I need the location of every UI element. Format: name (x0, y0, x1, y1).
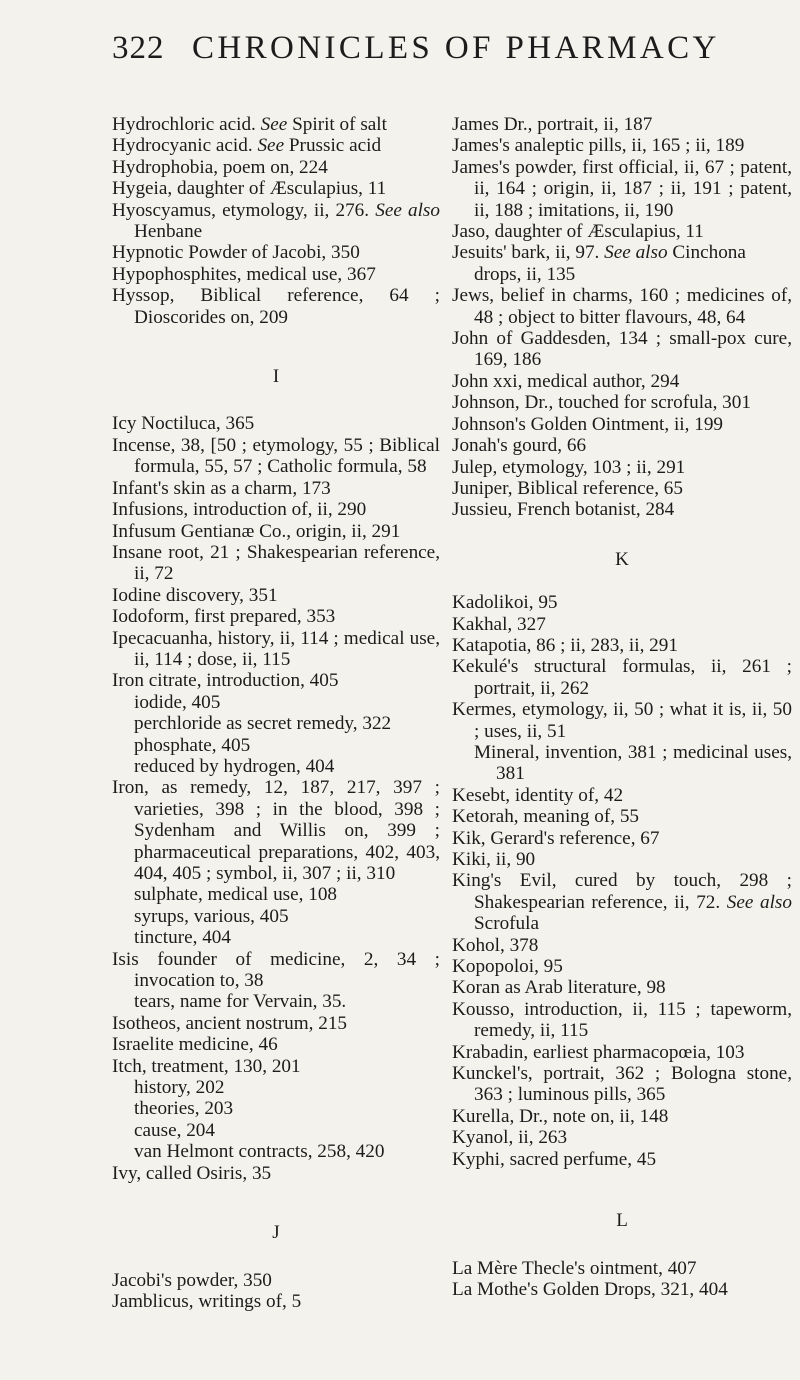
index-entry: Kekulé's structural formulas, ii, 261 ; portrait, ii, 262 (452, 656, 792, 699)
index-entry: Israelite medicine, 46 (112, 1034, 278, 1056)
index-subentry: cause, 204 (134, 1119, 215, 1141)
index-entry: Icy Noctiluca, 365 (112, 413, 255, 435)
index-entry: Infusions, introduction of, ii, 290 (112, 499, 367, 521)
index-entry: Itch, treatment, 130, 201 (112, 1055, 301, 1077)
index-entry: John of Gaddesden, 134 ; small-pox cure, 169, 186 (452, 328, 792, 371)
index-entry: Hydrochloric acid. See Spirit of salt (112, 114, 387, 135)
running-head: CHRONICLES OF PHARMACY (192, 30, 720, 66)
index-entry: Hypnotic Powder of Jacobi, 350 (112, 242, 360, 264)
section-letter-l: L (616, 1210, 628, 1232)
index-entry: Kunckel's, portrait, 362 ; Bologna stone, 363 ; luminous pills, 365 (452, 1063, 792, 1106)
index-subentry: van Helmont contracts, 258, 420 (134, 1141, 385, 1163)
section-letter-j: J (272, 1222, 280, 1244)
index-entry: Katapotia, 86 ; ii, 283, ii, 291 (452, 634, 678, 656)
index-entry: Infusum Gentianæ Co., origin, ii, 291 (112, 520, 401, 542)
index-entry: Juniper, Biblical reference, 65 (452, 477, 683, 499)
index-entry: Ipecacuanha, history, ii, 114 ; medical use, ii, 114 ; dose, ii, 115 (112, 627, 440, 670)
index-subentry: syrups, various, 405 (134, 905, 289, 927)
index-subentry: theories, 203 (134, 1098, 234, 1120)
index-entry: Kiki, ii, 90 (452, 849, 536, 870)
index-entry: Kurella, Dr., note on, ii, 148 (452, 1105, 669, 1127)
index-entry: Kousso, introduction, ii, 115 ; tapeworm, remedy, ii, 115 (452, 998, 792, 1042)
index-entry: Jews, belief in charms, 160 ; medicines of, 48 ; object to bitter flavours, 48, 64 (452, 285, 792, 328)
index-entry: La Mothe's Golden Drops, 321, 404 (452, 1278, 728, 1300)
index-subentry: history, 202 (134, 1077, 225, 1099)
index-entry: Isotheos, ancient nostrum, 215 (112, 1012, 348, 1034)
index-entry: Hygeia, daughter of Æsculapius, 11 (112, 178, 387, 200)
index-entry: Kohol, 378 (452, 934, 539, 956)
index-entry: Julep, etymology, 103 ; ii, 291 (452, 456, 686, 478)
index-entry: Iodoform, first prepared, 353 (112, 606, 336, 628)
index-entry: Kopopoloi, 95 (452, 956, 563, 978)
index-subentry: sulphate, medical use, 108 (134, 884, 338, 906)
index-entry: Jesuits' bark, ii, 97. See also Cinchona (452, 242, 746, 264)
entries-i (112, 413, 440, 1184)
page-header (0, 14, 800, 74)
entries-k (452, 592, 792, 1170)
index-subentry: iodide, 405 (134, 691, 221, 713)
section-letter-i: I (272, 366, 280, 388)
index-subentry: drops, ii, 135 (474, 263, 576, 285)
index-entry: King's Evil, cured by touch, 298 ; Shakespearian reference, ii, 72. See also Scrofula (452, 870, 792, 935)
index-entry: Jacobi's powder, 350 (112, 1269, 272, 1291)
index-entry: Johnson's Golden Ointment, ii, 199 (452, 413, 724, 435)
index-column-left (112, 114, 440, 1312)
index-entry: Iron citrate, introduction, 405 (112, 670, 339, 692)
index-entry: Kermes, etymology, ii, 50 ; what it is, ii, 50 ; uses, ii, 51 (452, 699, 792, 742)
index-subentry: reduced by hydrogen, 404 (134, 755, 335, 777)
index-entry: Johnson, Dr., touched for scrofula, 301 (452, 392, 751, 414)
index-entry: Isis founder of medicine, 2, 34 ; invocation to, 38 (112, 948, 440, 992)
index-subentry: tears, name for Vervain, 35. (134, 991, 347, 1013)
index-entry: Hyssop, Biblical reference, 64 ; Dioscorides on, 209 (112, 285, 440, 328)
index-entry: James's powder, first official, ii, 67 ; patent, ii, 164 ; origin, ii, 187 ; ii, 191 ; patent, ii, 188 ; imitations, ii, 190 (452, 156, 792, 221)
index-entry: Hydrocyanic acid. See Prussic acid (112, 135, 382, 157)
index-entry: Infant's skin as a charm, 173 (112, 477, 331, 499)
index-entry: Koran as Arab literature, 98 (452, 977, 666, 999)
index-entry: Kesebt, identity of, 42 (452, 784, 624, 806)
entries-j-right (452, 114, 792, 521)
index-entry: Hydrophobia, poem on, 224 (112, 156, 328, 178)
index-column-right (452, 114, 792, 1300)
index-entry: Kyanol, ii, 263 (452, 1127, 568, 1149)
entries-j-left (112, 1270, 440, 1313)
index-entry: James Dr., portrait, ii, 187 (452, 114, 653, 135)
index-entry: John xxi, medical author, 294 (452, 370, 680, 392)
index-entry: Iron, as remedy, 12, 187, 217, 397 ; varieties, 398 ; in the blood, 398 ; Sydenham and Willis on, 399 ; pharmaceutical preparations, 402, 403, 404, 405 ; symbol, ii, 307 ; ii, 310 (112, 777, 440, 884)
index-entry: Kadolikoi, 95 (452, 592, 558, 614)
index-entry: Kik, Gerard's reference, 67 (452, 827, 660, 849)
index-entry: La Mère Thecle's ointment, 407 (452, 1257, 697, 1279)
index-entry: Jamblicus, writings of, 5 (112, 1290, 302, 1312)
index-entry: James's analeptic pills, ii, 165 ; ii, 189 (452, 135, 745, 157)
index-entry: Krabadin, earliest pharmacopœia, 103 (452, 1041, 745, 1063)
index-entry: Insane root, 21 ; Shakespearian reference, ii, 72 (112, 541, 440, 585)
entries-l (452, 1258, 792, 1301)
index-subentry: perchloride as secret remedy, 322 (134, 713, 392, 735)
page-number: 322 (112, 30, 165, 66)
index-entry: Ivy, called Osiris, 35 (112, 1162, 272, 1184)
index-entry: Iodine discovery, 351 (112, 584, 278, 606)
index-entry: Kakhal, 327 (452, 613, 546, 635)
index-entry: Hypophosphites, medical use, 367 (112, 263, 376, 285)
index-entry: Jussieu, French botanist, 284 (452, 499, 675, 521)
entries-h (112, 114, 440, 328)
index-entry: Jonah's gourd, 66 (452, 435, 587, 457)
index-entry: Ketorah, meaning of, 55 (452, 806, 640, 828)
index-subentry: phosphate, 405 (134, 734, 251, 756)
index-entry: Hyoscyamus, etymology, ii, 276. See also Henbane (112, 199, 440, 243)
index-subentry: Mineral, invention, 381 ; medicinal uses, 381 (474, 741, 792, 785)
index-entry: Jaso, daughter of Æsculapius, 11 (452, 221, 704, 243)
index-subentry: tincture, 404 (134, 927, 231, 949)
index-entry: Kyphi, sacred perfume, 45 (452, 1148, 657, 1170)
index-entry: Incense, 38, [50 ; etymology, 55 ; Biblical formula, 55, 57 ; Catholic formula, 58 (112, 434, 440, 478)
section-letter-k: K (615, 548, 629, 570)
